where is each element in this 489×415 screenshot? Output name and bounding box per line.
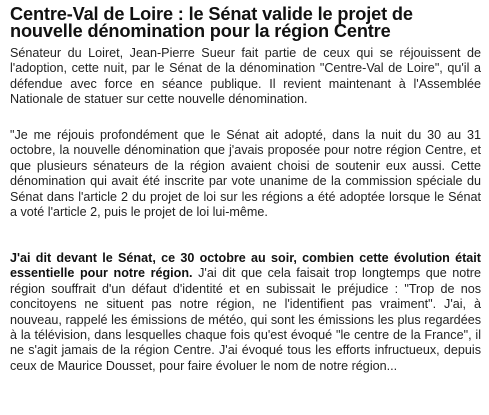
third-paragraph-body: J'ai dit que cela faisait trop longtemps que notre région souffrait d'un défaut d'identité et en subissait le préjudice : "Trop de nos concitoyens ne situent pas notre région, ne l'identifient pas vraiment". J'ai, à nouveau, rappelé les émissions de météo, qui sont les émissions les plus regardées à la télévision, dans lesquelles chaque fois qu'est évoqué "le centre de la France", il ne s'agit jamais de la région Centre. J'ai évoqué tous les efforts infructueux, depuis ceux de Maurice Dousset, pour faire évoluer le nom de notre région... <box>10 266 481 373</box>
third-paragraph <box>10 251 481 374</box>
third-paragraph-lead: J'ai dit devant le Sénat, ce 30 octobre au soir, combien cette évolution était essentielle pour notre région. <box>10 251 481 281</box>
article-title: Centre-Val de Loire : le Sénat valide le projet de nouvelle dénomination pour la région Centre <box>10 4 413 41</box>
quote-paragraph: "Je me réjouis profondément que le Sénat ait adopté, dans la nuit du 30 au 31 octobre, la nouvelle dénomination que j'avais proposée pour notre région Centre, et que plusieurs sénateurs de la région avaient choisi de soutenir eux aussi. Cette dénomination qui avait été inscrite par vote unanime de la commission spéciale du Sénat dans l'article 2 du projet de loi sur les régions a été adoptée lorsque le Sénat a voté l'article 2, puis le projet de loi lui-même. <box>10 128 481 220</box>
intro-paragraph: Sénateur du Loiret, Jean-Pierre Sueur fait partie de ceux qui se réjouissent de l'adoption, cette nuit, par le Sénat de la dénomination "Centre-Val de Loire", qu'il a défendue avec force en séance publique. Il revient maintenant à l'Assemblée Nationale de statuer sur cette nouvelle dénomination. <box>10 46 481 107</box>
